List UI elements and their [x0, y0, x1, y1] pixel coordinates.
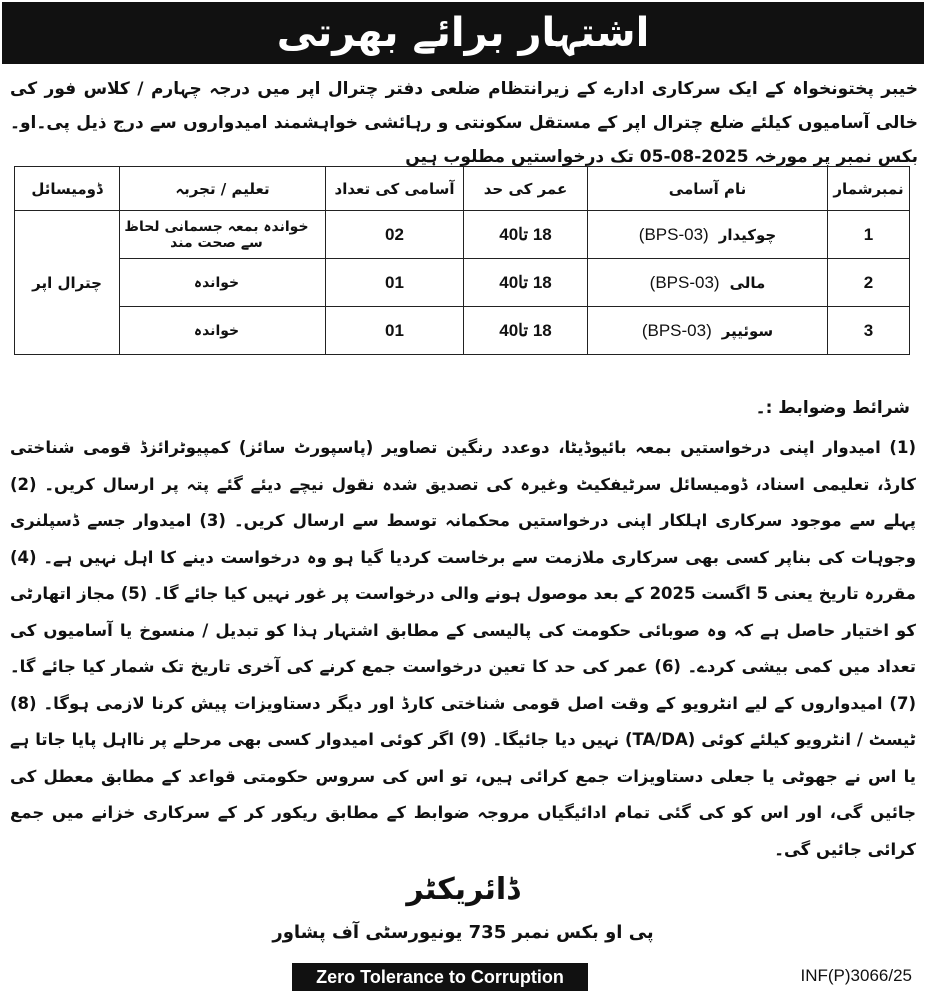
post-name: چوکیدار	[718, 225, 777, 244]
row-serial: 2	[828, 259, 910, 307]
row-count: 01	[326, 307, 464, 355]
row-post	[588, 259, 828, 307]
header-serial: نمبرشمار	[828, 167, 910, 211]
post-bps: (BPS-03)	[649, 272, 720, 292]
row-education: خواندہ	[120, 259, 326, 307]
signature-block	[0, 870, 926, 948]
header-age: عمر کی حد	[464, 167, 588, 211]
header-domicile: ڈومیسائل	[15, 167, 120, 211]
conditions-text: (1) امیدوار اپنی درخواستیں بمعہ بائیوڈیٹا، دوعدد رنگین تصاویر (پاسپورٹ سائز) کمپیوٹرائزڈ قومی شناختی کارڈ، تعلیمی اسناد، ڈومیسائل سرٹیفکیٹ وغیرہ کی تصدیق شدہ نقول نیچے دیئے گئے پتہ پر ارسال کریں۔ (2) پہلے سے موجود سرکاری اہلکار اپنی درخواستیں محکمانہ توسط سے ارسال کریں۔ (3) امیدوار جسے ڈسپلنری وجوہات کی بناپر کسی بھی سرکاری ملازمت سے برخاست کردیا گیا ہو وہ درخواست دینے کا اہل نہیں ہے۔ (4) مقررہ تاریخ یعنی 5 اگست 2025 کے بعد موصول ہونے والی درخواست پر غور نہیں کیا جائے گا۔ (5) مجاز اتھارٹی کو اختیار حاصل ہے کہ وہ صوبائی حکومت کی پالیسی کے مطابق اشتہار ہذا کو تبدیل / منسوخ یا آسامیوں کی تعداد میں کمی بیشی کردے۔ (6) عمر کی حد کا تعین درخواست جمع کرنے کی آخری تاریخ تک شمار کیا جائے گا۔ (7) امیدواروں کے لیے انٹرویو کے وقت اصل قومی شناختی کارڈ اور دیگر دستاویزات پیش کرنا لازمی ہوگا۔ (8) ٹیسٹ / انٹرویو کیلئے کوئی (TA/DA) نہیں دیا جائیگا۔ (9) اگر کوئی امیدوار کسی بھی مرحلے پر نااہل پایا جاتا ہے یا اس نے جھوٹی یا جعلی دستاویزات جمع کرائی ہیں، تو اس کی سروس حکومتی قواعد کے مطابق معطل کی جائیں گی، اور اس کو کی گئی تمام ادائیگیاں مروجہ ضوابط کے مطابق ریکور کر کے سرکاری خزانے میں جمع کرائی جائیں گی۔	[10, 438, 917, 859]
header-education: تعلیم / تجربہ	[120, 167, 326, 211]
row-age: 18 تا40	[464, 211, 588, 259]
row-age: 18 تا40	[464, 307, 588, 355]
row-post	[588, 211, 828, 259]
conditions-heading: شرائط وضوابط :۔	[755, 398, 910, 418]
domicile-cell: چترال اپر	[15, 211, 120, 355]
advertisement-title-banner	[2, 2, 924, 64]
post-name: مالی	[729, 273, 766, 292]
table-row	[15, 211, 910, 259]
row-post	[588, 307, 828, 355]
table-header-row	[15, 167, 910, 211]
row-serial: 3	[828, 307, 910, 355]
post-name: سوئیپر	[721, 321, 774, 340]
reference-number: INF(P)3066/25	[800, 966, 912, 985]
signatory-title: ڈائریکٹر	[406, 872, 520, 907]
row-age: 18 تا40	[464, 259, 588, 307]
intro-paragraph: خیبر پختونخواہ کے ایک سرکاری ادارے کے زیرانتظام ضلعی دفتر چترال اپر میں درجہ چہارم / کلاس فور کی خالی آسامیوں کیلئے ضلع چترال اپر کے مستقل سکونتی و رہائشی خواہشمند امیدواروں سے درج ذیل پی۔او۔بکس نمبر پر مورخہ 2025-08-05 تک درخواستیں مطلوب ہیں	[10, 79, 918, 167]
header-count: آسامی کی تعداد	[326, 167, 464, 211]
post-bps: (BPS-03)	[638, 224, 709, 244]
vacancies-table	[14, 166, 910, 355]
signatory-address: پی او بکس نمبر 735 یونیورسٹی آف پشاور	[272, 922, 654, 943]
header-post: نام آسامی	[588, 167, 828, 211]
row-education: خواندہ بمعہ جسمانی لحاظ سے صحت مند	[120, 211, 326, 259]
row-education: خواندہ	[120, 307, 326, 355]
table-row	[15, 307, 910, 355]
table-row	[15, 259, 910, 307]
post-bps: (BPS-03)	[641, 320, 712, 340]
row-serial: 1	[828, 211, 910, 259]
row-count: 02	[326, 211, 464, 259]
row-count: 01	[326, 259, 464, 307]
advertisement-title: اشتہار برائے بھرتی	[276, 10, 650, 56]
slogan-banner: Zero Tolerance to Corruption	[292, 963, 588, 991]
